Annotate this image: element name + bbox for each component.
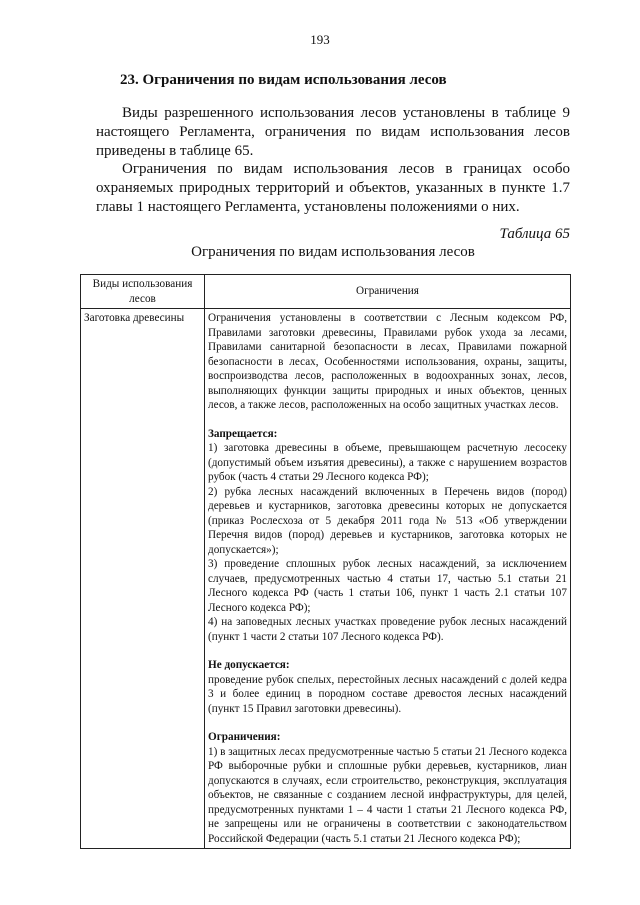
restrictions-cell (205, 309, 571, 849)
restrictions-table (80, 274, 571, 849)
table-label: Таблица 65 (499, 226, 570, 242)
not-allowed-text: проведение рубок спелых, перестойных лесных насаждений с долей кедра 3 и более единиц в породном составе древостоя лесных насаждений (пункт 15 Правил заготовки древесины). (208, 673, 567, 715)
prohibited-item: 3) проведение сплошных рубок лесных насаждений, за исключением случаев, предусмотренных частью 4 статьи 17, частью 5.1 статьи 21 Лесного кодекса РФ (часть 1 статьи 106, пункт 1 часть 2.1 статьи 107 Лесного кодекса РФ); (208, 558, 567, 614)
section-title: 23. Ограничения по видам использования лесов (120, 72, 447, 88)
table-caption: Ограничения по видам использования лесов (191, 244, 475, 260)
restrictions-intro: Ограничения установлены в соответствии с Лесным кодексом РФ, Правилами заготовки древесины, Правилами рубок ухода за лесами, Правилами санитарной безопасности в лесах, Правилами пожарной безопасности в лесах, Особенностями использования, охраны, защиты, воспроизводства лесов, расположенных в водоохранных зонах, лесов, выполняющих функции защиты природных и иных объектов, ценных лесов, а также лесов, расположенных на особо защитных участках лесов. (208, 312, 567, 411)
usage-type-cell: Заготовка древесины (81, 309, 205, 849)
page-number: 193 (310, 32, 330, 47)
restrictions-item: 1) в защитных лесах предусмотренные частью 5 статьи 21 Лесного кодекса РФ выборочные рубки и сплошные рубки деревьев, кустарников, лиан допускаются в случаях, если строительство, реконструкция, эксплуатация объектов, не связанные с созданием лесной инфраструктуры, для целей, предусмотренных пунктами 1 – 4 части 1 статьи 21 Лесного кодекса РФ, не запрещены или не ограничены в соответствии с законодательством Российской Федерации (часть 5.1 статьи 21 Лесного кодекса РФ); (208, 745, 567, 845)
intro-paragraph-2: Ограничения по видам использования лесов в границах особо охраняемых природных территорий и объектов, указанных в пункте 1.7 главы 1 настоящего Регламента, установлены положениями о них. (96, 161, 570, 215)
prohibited-item: 4) на заповедных лесных участках проведение рубок лесных насаждений (пункт 1 части 2 статьи 107 Лесного кодекса РФ). (208, 616, 567, 643)
table-header-row (81, 275, 571, 309)
prohibited-item: 1) заготовка древесины в объеме, превышающем расчетную лесосеку (допустимый объем изъятия древесины), а также с нарушением возрастов рубок (часть 4 статьи 29 Лесного кодекса РФ); (208, 442, 567, 483)
restrictions-heading: Ограничения: (208, 731, 281, 743)
not-allowed-heading: Не допускается: (208, 659, 290, 671)
table-row (81, 309, 571, 849)
intro-paragraph-1: Виды разрешенного использования лесов установлены в таблице 9 настоящего Регламента, ограничения по видам использования лесов приведены в таблице 65. (96, 105, 570, 159)
header-restrictions: Ограничения (205, 275, 571, 309)
prohibited-heading: Запрещается: (208, 427, 278, 440)
prohibited-item: 2) рубка лесных насаждений включенных в Перечень видов (пород) деревьев и кустарников, заготовка древесины которых не допускается (приказ Рослесхоза от 5 декабря 2011 года № 513 «Об утверждении Перечня видов (пород) деревьев и кустарников, заготовка которых не допускается»); (208, 485, 567, 556)
header-usage-type: Виды использования лесов (81, 275, 205, 309)
